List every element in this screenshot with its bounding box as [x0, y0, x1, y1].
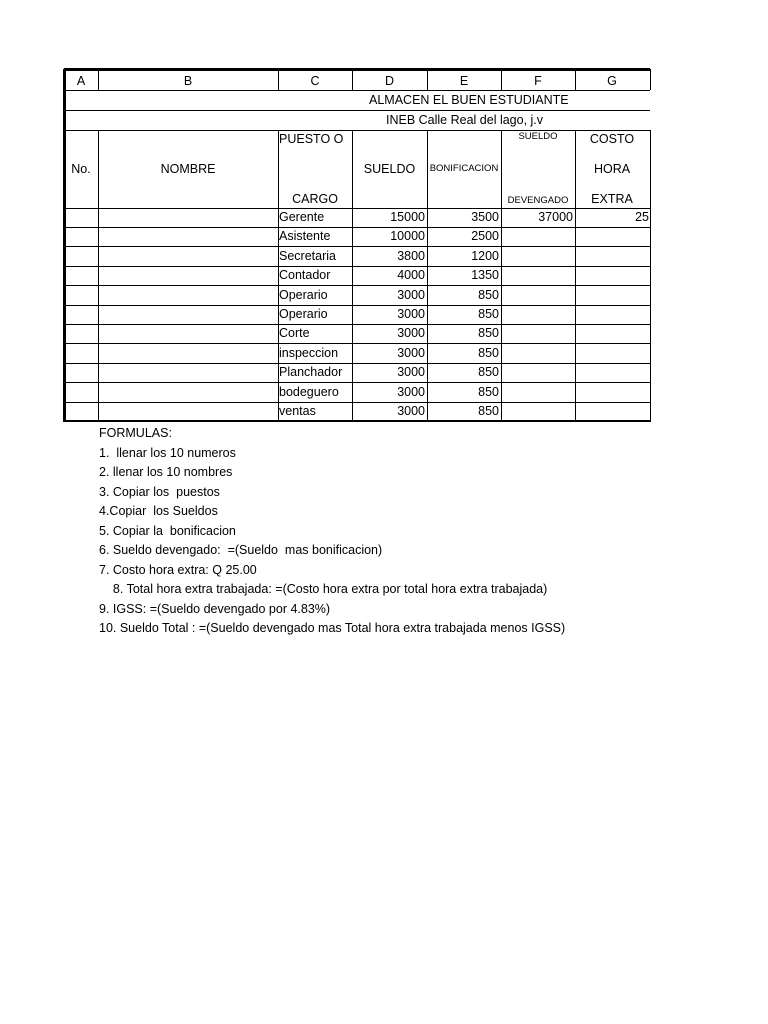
cell-bonificacion[interactable]: 3500: [471, 210, 499, 224]
cell-bonificacion[interactable]: 850: [478, 365, 499, 380]
cell-bonificacion[interactable]: 850: [478, 404, 499, 418]
cell-sueldo[interactable]: 3000: [397, 365, 425, 380]
row-divider: [64, 363, 650, 364]
cell-puesto[interactable]: Asistente: [279, 229, 331, 244]
cell-puesto[interactable]: Operario: [279, 287, 328, 302]
cell-sueldo[interactable]: 3000: [397, 384, 425, 399]
table-border-right: [650, 130, 651, 422]
cell-sueldo[interactable]: 10000: [390, 229, 425, 244]
cell-puesto[interactable]: inspeccion: [279, 345, 339, 360]
row-divider: [64, 343, 650, 344]
cell-bonificacion[interactable]: 850: [478, 345, 499, 360]
column-divider: [278, 130, 279, 421]
cell-bonificacion[interactable]: 1350: [471, 268, 499, 283]
sheet-title: ALMACEN EL BUEN ESTUDIANTE: [369, 93, 569, 107]
row-divider: [64, 90, 650, 91]
column-header-c[interactable]: C: [310, 74, 320, 88]
formula-item: 1. llenar los 10 numeros: [99, 445, 236, 460]
cell-puesto[interactable]: Contador: [279, 268, 331, 283]
column-header-a[interactable]: A: [76, 74, 86, 88]
cell-puesto[interactable]: Operario: [279, 307, 328, 321]
formula-item: 6. Sueldo devengado: =(Sueldo mas bonificacion): [99, 543, 383, 557]
column-divider: [575, 69, 576, 90]
header-sueldo: SUELDO: [363, 162, 416, 176]
cell-puesto[interactable]: Secretaria: [279, 248, 336, 263]
formula-item: 2. llenar los 10 nombres: [99, 465, 233, 479]
cell-puesto[interactable]: ventas: [279, 404, 316, 418]
row-divider: [64, 382, 650, 383]
row-divider: [64, 227, 650, 228]
cell-devengado[interactable]: 37000: [538, 210, 573, 224]
formulas-heading: FORMULAS:: [99, 426, 172, 440]
column-divider: [501, 130, 502, 421]
cell-sueldo[interactable]: 3800: [397, 248, 425, 263]
row-divider: [64, 324, 650, 325]
cell-puesto[interactable]: Corte: [279, 326, 310, 341]
header-bonificacion: BONIFICACION: [429, 163, 499, 174]
row-divider: [64, 402, 650, 403]
header-puesto-top: PUESTO O: [279, 132, 344, 146]
row-divider: [64, 110, 650, 111]
column-divider: [278, 69, 279, 90]
formula-item: 9. IGSS: =(Sueldo devengado por 4.83%): [99, 601, 331, 616]
column-header-d[interactable]: D: [384, 74, 395, 88]
cell-bonificacion[interactable]: 850: [478, 287, 499, 302]
column-divider: [98, 69, 99, 90]
formula-item: 10. Sueldo Total : =(Sueldo devengado mas Total hora extra trabajada menos IGSS): [99, 621, 566, 635]
column-divider: [501, 69, 502, 90]
column-header-f[interactable]: F: [534, 74, 542, 88]
column-header-b[interactable]: B: [183, 74, 193, 88]
cell-sueldo[interactable]: 4000: [397, 268, 425, 283]
cell-bonificacion[interactable]: 850: [478, 384, 499, 399]
column-divider: [98, 130, 99, 421]
column-divider: [427, 69, 428, 90]
formula-item: 8. Total hora extra trabajada: =(Costo hora extra por total hora extra trabajada): [99, 582, 548, 596]
row-divider: [64, 266, 650, 267]
cell-sueldo[interactable]: 15000: [390, 210, 425, 224]
header-devengado-bottom: DEVENGADO: [507, 195, 569, 206]
header-costo-1: COSTO: [589, 132, 635, 146]
row-divider: [64, 305, 650, 306]
table-border-top: [64, 68, 650, 71]
table-border-right: [650, 69, 651, 90]
cell-sueldo[interactable]: 3000: [397, 404, 425, 418]
header-costo-2: HORA: [593, 162, 631, 176]
formula-item: 3. Copiar los puestos: [99, 484, 220, 499]
cell-bonificacion[interactable]: 850: [478, 307, 499, 321]
cell-bonificacion[interactable]: 2500: [471, 229, 499, 244]
column-divider: [352, 69, 353, 90]
cell-puesto[interactable]: Planchador: [279, 365, 343, 380]
formula-item: 5. Copiar la bonificacion: [99, 523, 236, 538]
sheet-subtitle: INEB Calle Real del lago, j.v: [386, 113, 544, 127]
row-divider: [64, 208, 650, 209]
cell-puesto[interactable]: Gerente: [279, 210, 325, 224]
cell-costo-hora-extra[interactable]: 25: [635, 210, 649, 224]
header-puesto-bottom: CARGO: [292, 192, 338, 206]
cell-sueldo[interactable]: 3000: [397, 307, 425, 321]
header-nombre: NOMBRE: [160, 162, 216, 176]
header-no: No.: [71, 162, 91, 176]
column-divider: [427, 130, 428, 421]
formula-item: 7. Costo hora extra: Q 25.00: [99, 562, 257, 577]
formula-item: 4.Copiar los Sueldos: [99, 504, 218, 518]
header-devengado-top: SUELDO: [518, 131, 558, 142]
cell-sueldo[interactable]: 3000: [397, 345, 425, 360]
cell-bonificacion[interactable]: 1200: [471, 248, 499, 263]
row-divider: [64, 130, 650, 131]
row-divider: [64, 285, 650, 286]
column-header-g[interactable]: G: [607, 74, 617, 88]
cell-bonificacion[interactable]: 850: [478, 326, 499, 341]
table-border-bottom: [64, 420, 650, 422]
header-costo-3: EXTRA: [591, 192, 633, 206]
column-divider: [352, 130, 353, 421]
row-divider: [64, 246, 650, 247]
cell-sueldo[interactable]: 3000: [397, 287, 425, 302]
column-header-e[interactable]: E: [459, 74, 469, 88]
cell-puesto[interactable]: bodeguero: [279, 384, 339, 399]
column-divider: [575, 130, 576, 421]
cell-sueldo[interactable]: 3000: [397, 326, 425, 341]
